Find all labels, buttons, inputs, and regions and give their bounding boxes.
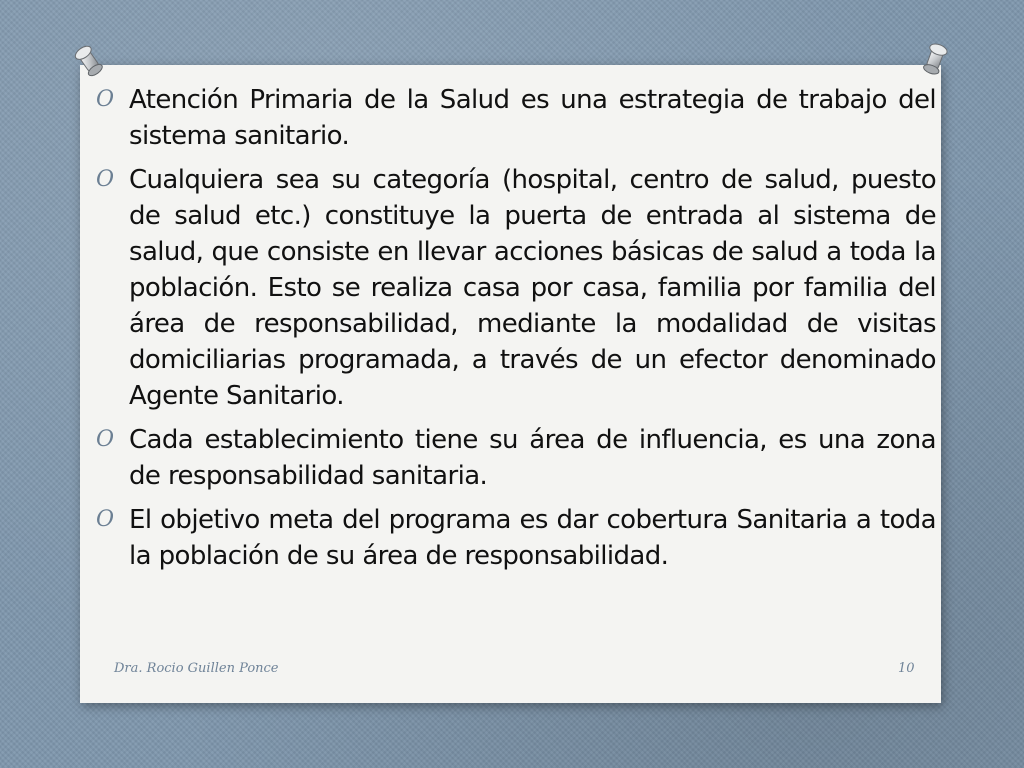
bullet-text: Cada establecimiento tiene su área de influencia, es una zona de responsabilidad sanitaria. xyxy=(129,425,936,491)
bullet-text: El objetivo meta del programa es dar cobertura Sanitaria a toda la población de su área de responsabilidad. xyxy=(129,505,936,571)
bullet-item xyxy=(96,162,936,414)
bullet-marker: O xyxy=(96,87,115,112)
bullet-item xyxy=(96,502,936,574)
bullet-text: Atención Primaria de la Salud es una estrategia de trabajo del sistema sanitario. xyxy=(129,85,936,151)
pushpin-icon xyxy=(918,42,952,76)
bullet-item xyxy=(96,82,936,154)
bullet-list xyxy=(96,82,936,574)
page-number: 10 xyxy=(898,661,915,676)
pushpin-icon xyxy=(72,44,106,78)
bullet-marker: O xyxy=(96,427,115,452)
bullet-marker: O xyxy=(96,507,115,532)
footer-author: Dra. Rocio Guillen Ponce xyxy=(114,661,279,676)
slide-content xyxy=(96,82,936,582)
bullet-marker: O xyxy=(96,167,115,192)
bullet-item xyxy=(96,422,936,494)
bullet-text: Cualquiera sea su categoría (hospital, centro de salud, puesto de salud etc.) constituye la puerta de entrada al sistema de salud, que consiste en llevar acciones básicas de salud a toda la población. Esto se realiza casa por casa, familia por familia del área de responsabilidad, mediante la modalidad de visitas domiciliarias programada, a través de un efector denominado Agente Sanitario. xyxy=(129,165,936,411)
